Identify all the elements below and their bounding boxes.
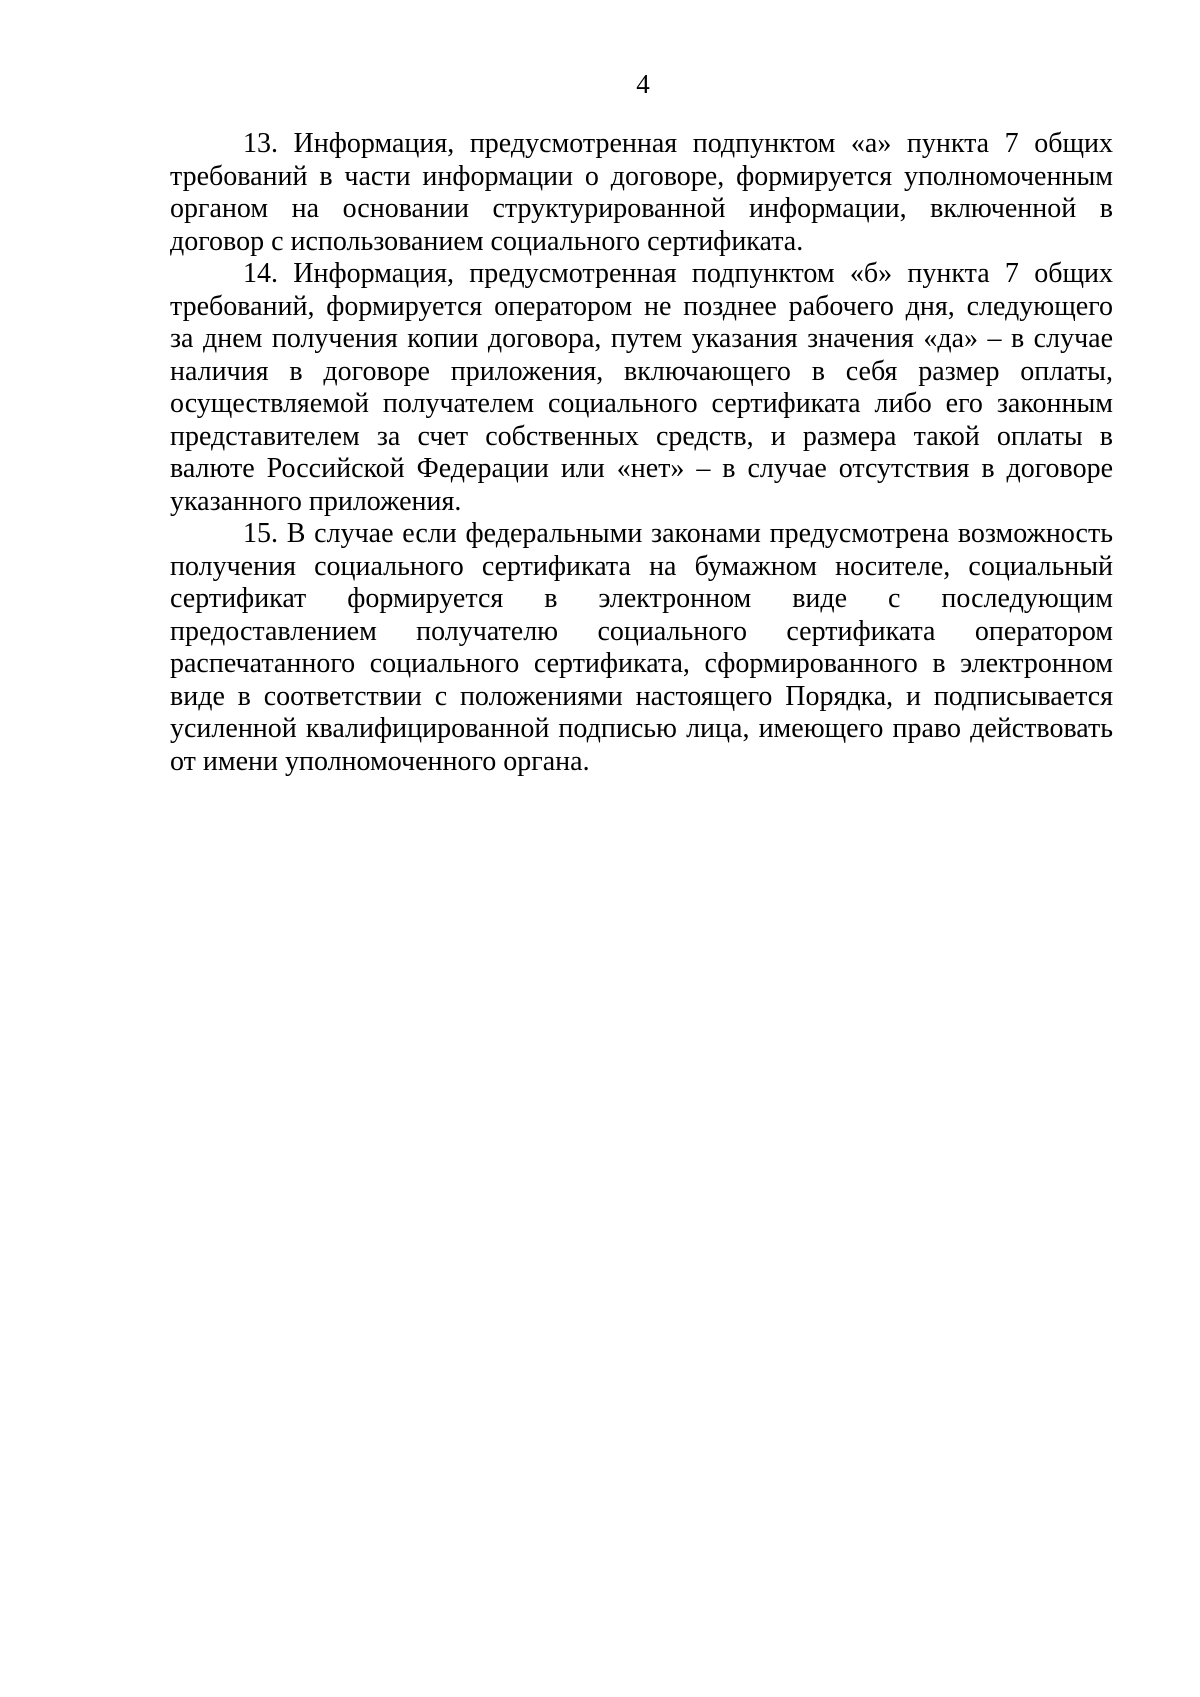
text-line: за днем получения копии договора, путем указания значения «да» – в случае (170, 323, 1113, 354)
text-line: договор с использованием социального сертификата. (170, 225, 804, 257)
text-line: усиленной квалифицированной подписью лица, имеющего право действовать (170, 713, 1113, 744)
text-line: указанного приложения. (170, 485, 462, 517)
text-line: 15. В случае если федеральными законами предусмотрена возможность (243, 518, 1113, 549)
text-line: представителем за счет собственных средств, и размера такой оплаты в (170, 420, 1113, 452)
paragraph-13 (170, 128, 1113, 258)
text-line: сертификат формируется в электронном виде с последующим (170, 583, 1113, 614)
paragraph-14 (170, 258, 1113, 518)
text-line: требований, формируется оператором не позднее рабочего дня, следующего (170, 290, 1113, 322)
text-line: распечатанного социального сертификата, сформированного в электронном (170, 648, 1113, 679)
document-body (170, 128, 1113, 778)
text-line: 14. Информация, предусмотренная подпунктом «б» пункта 7 общих (243, 258, 1113, 289)
text-line: наличия в договоре приложения, включающего в себя размер оплаты, (170, 355, 1113, 387)
text-line: валюте Российской Федерации или «нет» – в случае отсутствия в договоре (170, 453, 1113, 484)
page-number: 4 (636, 69, 650, 99)
text-line: 13. Информация, предусмотренная подпунктом «а» пункта 7 общих (243, 128, 1113, 159)
text-line: осуществляемой получателем социального сертификата либо его законным (170, 388, 1113, 419)
text-line: органом на основании структурированной информации, включенной в (170, 193, 1113, 224)
paragraph-15 (170, 518, 1113, 778)
text-line: виде в соответствии с положениями настоящего Порядка, и подписывается (170, 680, 1113, 712)
text-line: предоставлением получателю социального сертификата оператором (170, 615, 1113, 647)
text-line: от имени уполномоченного органа. (170, 745, 590, 777)
text-line: требований в части информации о договоре, формируется уполномоченным (170, 160, 1113, 192)
text-line: получения социального сертификата на бумажном носителе, социальный (170, 550, 1113, 582)
